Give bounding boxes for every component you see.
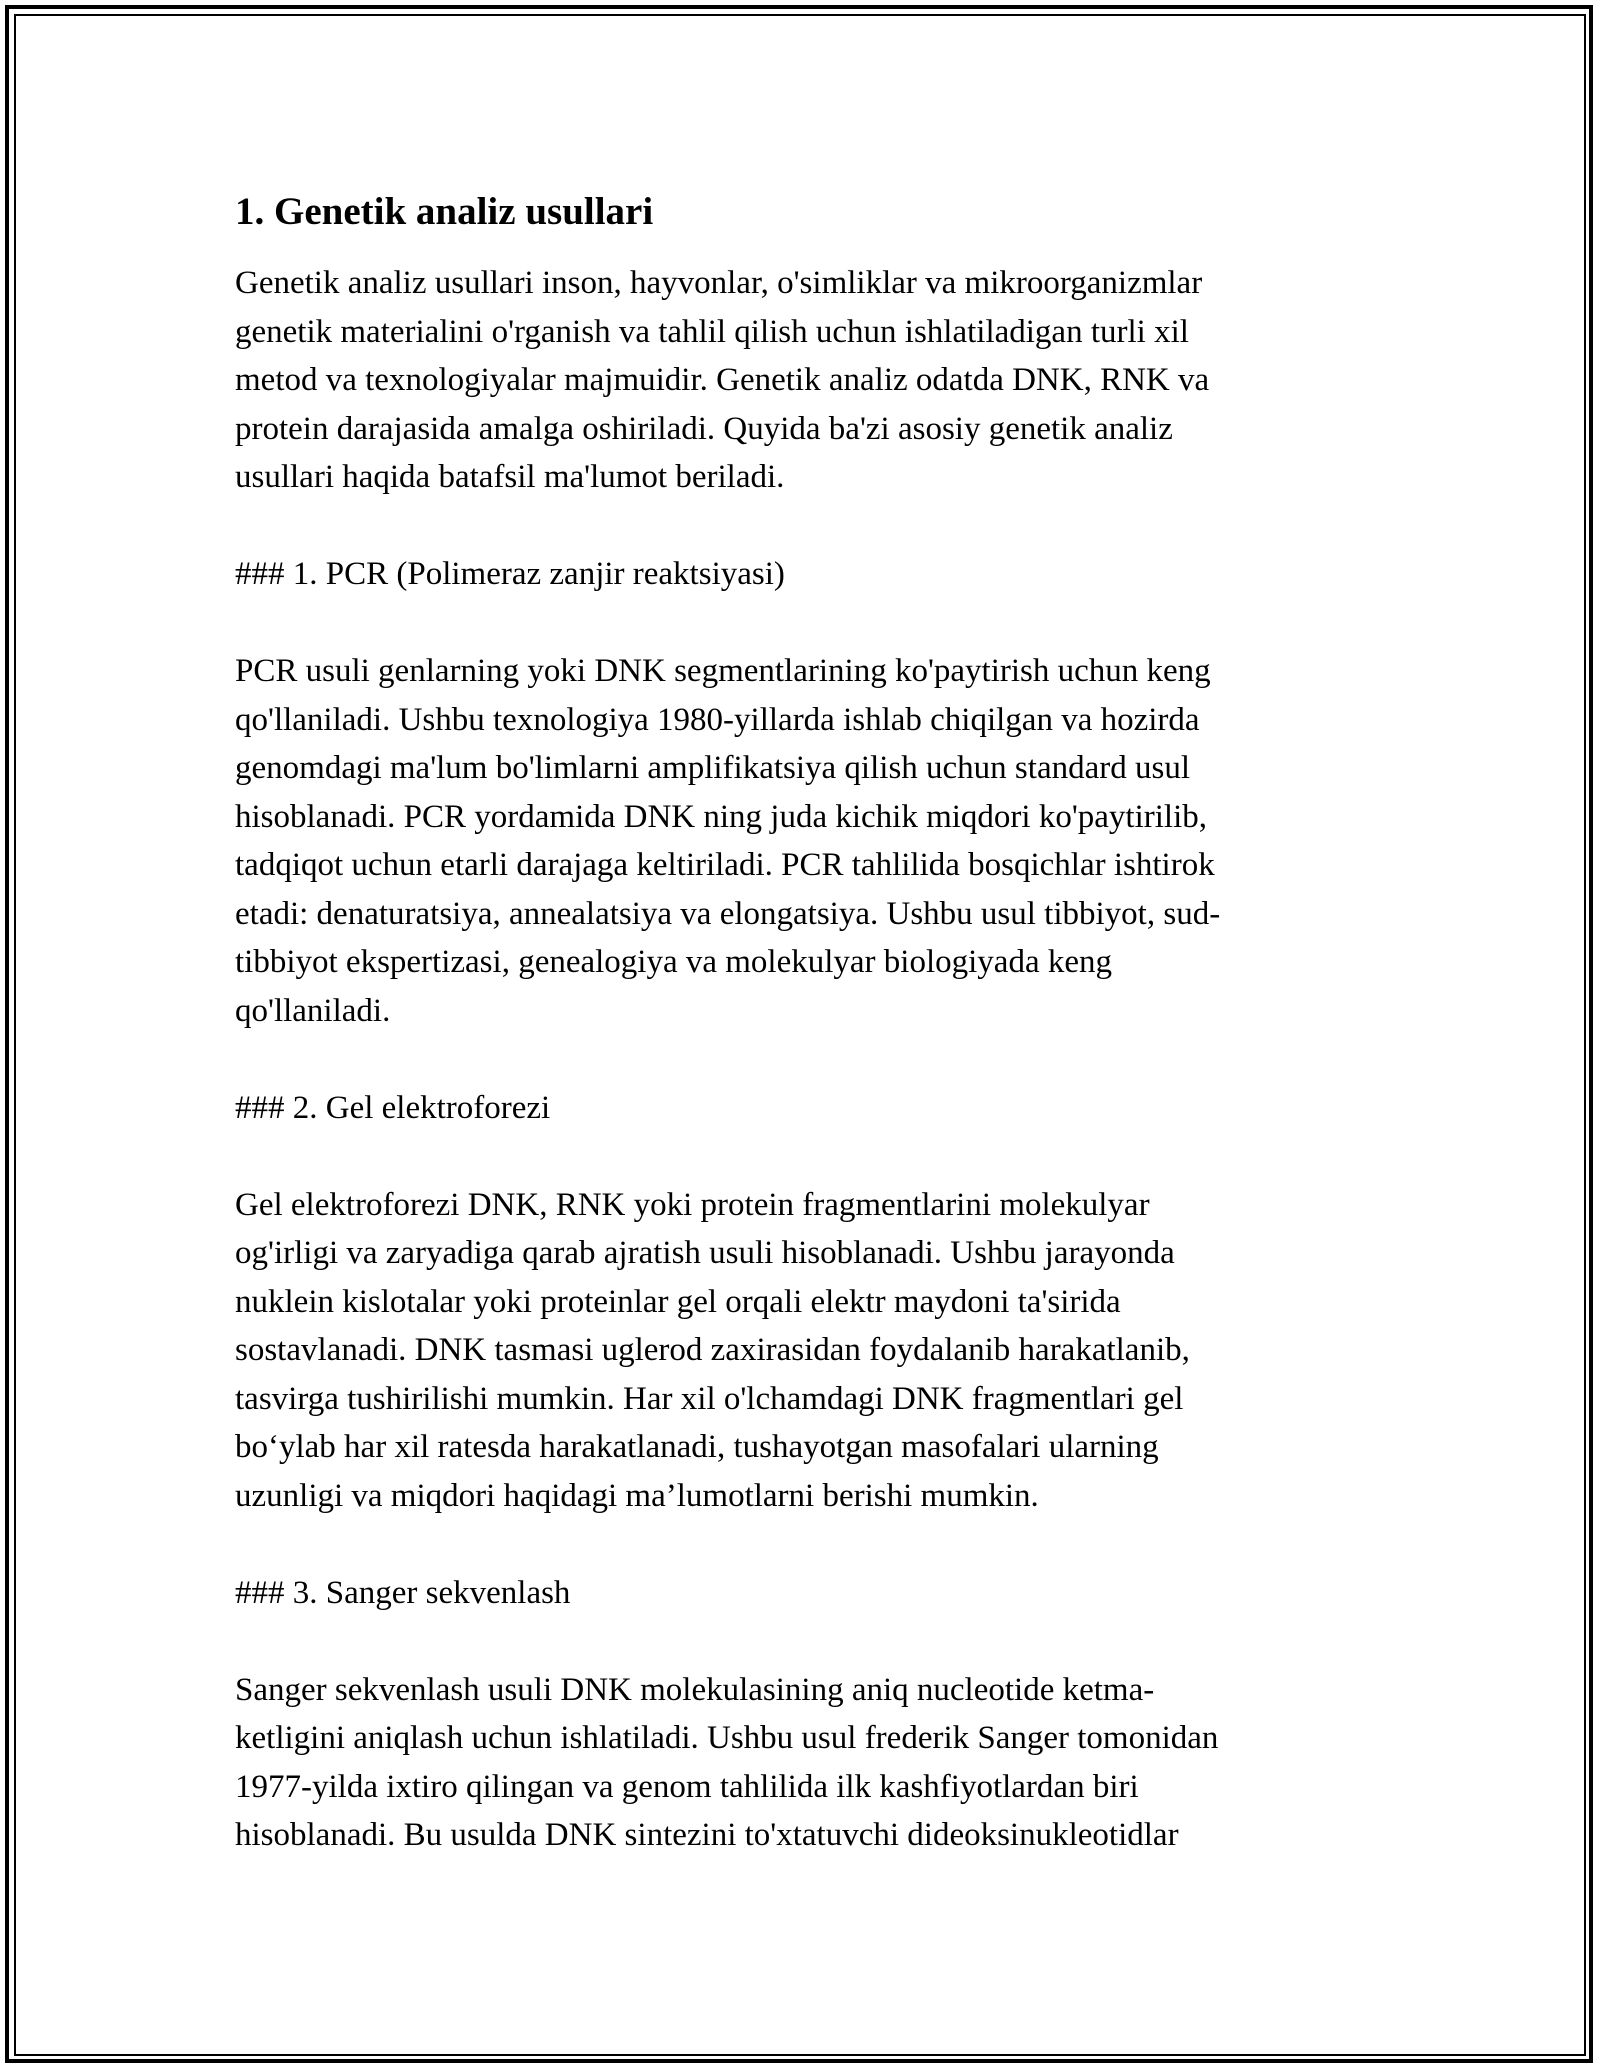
text-line: og'irligi va zaryadiga qarab ajratish usuli hisoblanadi. Ushbu jarayonda — [235, 1235, 1175, 1271]
section-paragraph-gel — [235, 1181, 1335, 1521]
text-line: genetik materialini o'rganish va tahlil qilish uchun ishlatiladigan turli xil — [235, 313, 1189, 350]
section-heading-sanger: ### 3. Sanger sekvenlash — [235, 1574, 571, 1611]
text-line: 1977-yilda ixtiro qilingan va genom tahlilida ilk kashfiyotlardan biri — [235, 1768, 1139, 1805]
text-line: usullari haqida batafsil ma'lumot beriladi. — [235, 459, 785, 495]
document-title: 1. Genetik analiz usullari — [235, 190, 654, 233]
intro-paragraph — [235, 259, 1335, 502]
text-line: etadi: denaturatsiya, annealatsiya va elongatsiya. Ushbu usul tibbiyot, sud- — [235, 895, 1221, 932]
text-line: uzunligi va miqdori haqidagi ma’lumotlarni berishi mumkin. — [235, 1477, 1039, 1514]
text-line: genomdagi ma'lum bo'limlarni amplifikatsiya qilish uchun standard usul — [235, 750, 1190, 786]
section-paragraph-pcr — [235, 647, 1335, 1035]
section-heading-gel: ### 2. Gel elektroforezi — [235, 1089, 551, 1126]
text-line: nuklein kislotalar yoki proteinlar gel orqali elektr maydoni ta'sirida — [235, 1283, 1121, 1320]
text-line: bo‘ylab har xil ratesda harakatlanadi, tushayotgan masofalari ularning — [235, 1429, 1159, 1465]
text-line: protein darajasida amalga oshiriladi. Quyida ba'zi asosiy genetik analiz — [235, 410, 1173, 447]
text-line: hisoblanadi. PCR yordamida DNK ning juda kichik miqdori ko'paytirilib, — [235, 798, 1208, 835]
text-line: tadqiqot uchun etarli darajaga keltiriladi. PCR tahlilida bosqichlar ishtirok — [235, 847, 1215, 883]
text-line: PCR usuli genlarning yoki DNK segmentlarining ko'paytirish uchun keng — [235, 653, 1211, 689]
text-line: tibbiyot ekspertizasi, genealogiya va molekulyar biologiyada keng — [235, 944, 1112, 980]
text-line: metod va texnologiyalar majmuidir. Genetik analiz odatda DNK, RNK va — [235, 362, 1210, 398]
section-heading-pcr: ### 1. PCR (Polimeraz zanjir reaktsiyasi) — [235, 556, 785, 592]
text-line: tasvirga tushirilishi mumkin. Har xil o'lchamdagi DNK fragmentlari gel — [235, 1380, 1184, 1417]
section-paragraph-sanger — [235, 1666, 1335, 1860]
text-line: Sanger sekvenlash usuli DNK molekulasining aniq nucleotide ketma- — [235, 1671, 1155, 1708]
text-line: qo'llaniladi. Ushbu texnologiya 1980-yillarda ishlab chiqilgan va hozirda — [235, 701, 1200, 738]
text-line: ketligini aniqlash uchun ishlatiladi. Ushbu usul frederik Sanger tomonidan — [235, 1720, 1219, 1756]
text-line: Gel elektroforezi DNK, RNK yoki protein fragmentlarini molekulyar — [235, 1186, 1150, 1223]
text-line: qo'llaniladi. — [235, 992, 391, 1029]
document-body — [235, 186, 1335, 1908]
text-line: Genetik analiz usullari inson, hayvonlar, o'simliklar va mikroorganizmlar — [235, 265, 1203, 301]
text-line: hisoblanadi. Bu usulda DNK sintezini to'xtatuvchi dideoksinukleotidlar — [235, 1817, 1179, 1853]
text-line: sostavlanadi. DNK tasmasi uglerod zaxirasidan foydalanib harakatlanib, — [235, 1332, 1190, 1368]
